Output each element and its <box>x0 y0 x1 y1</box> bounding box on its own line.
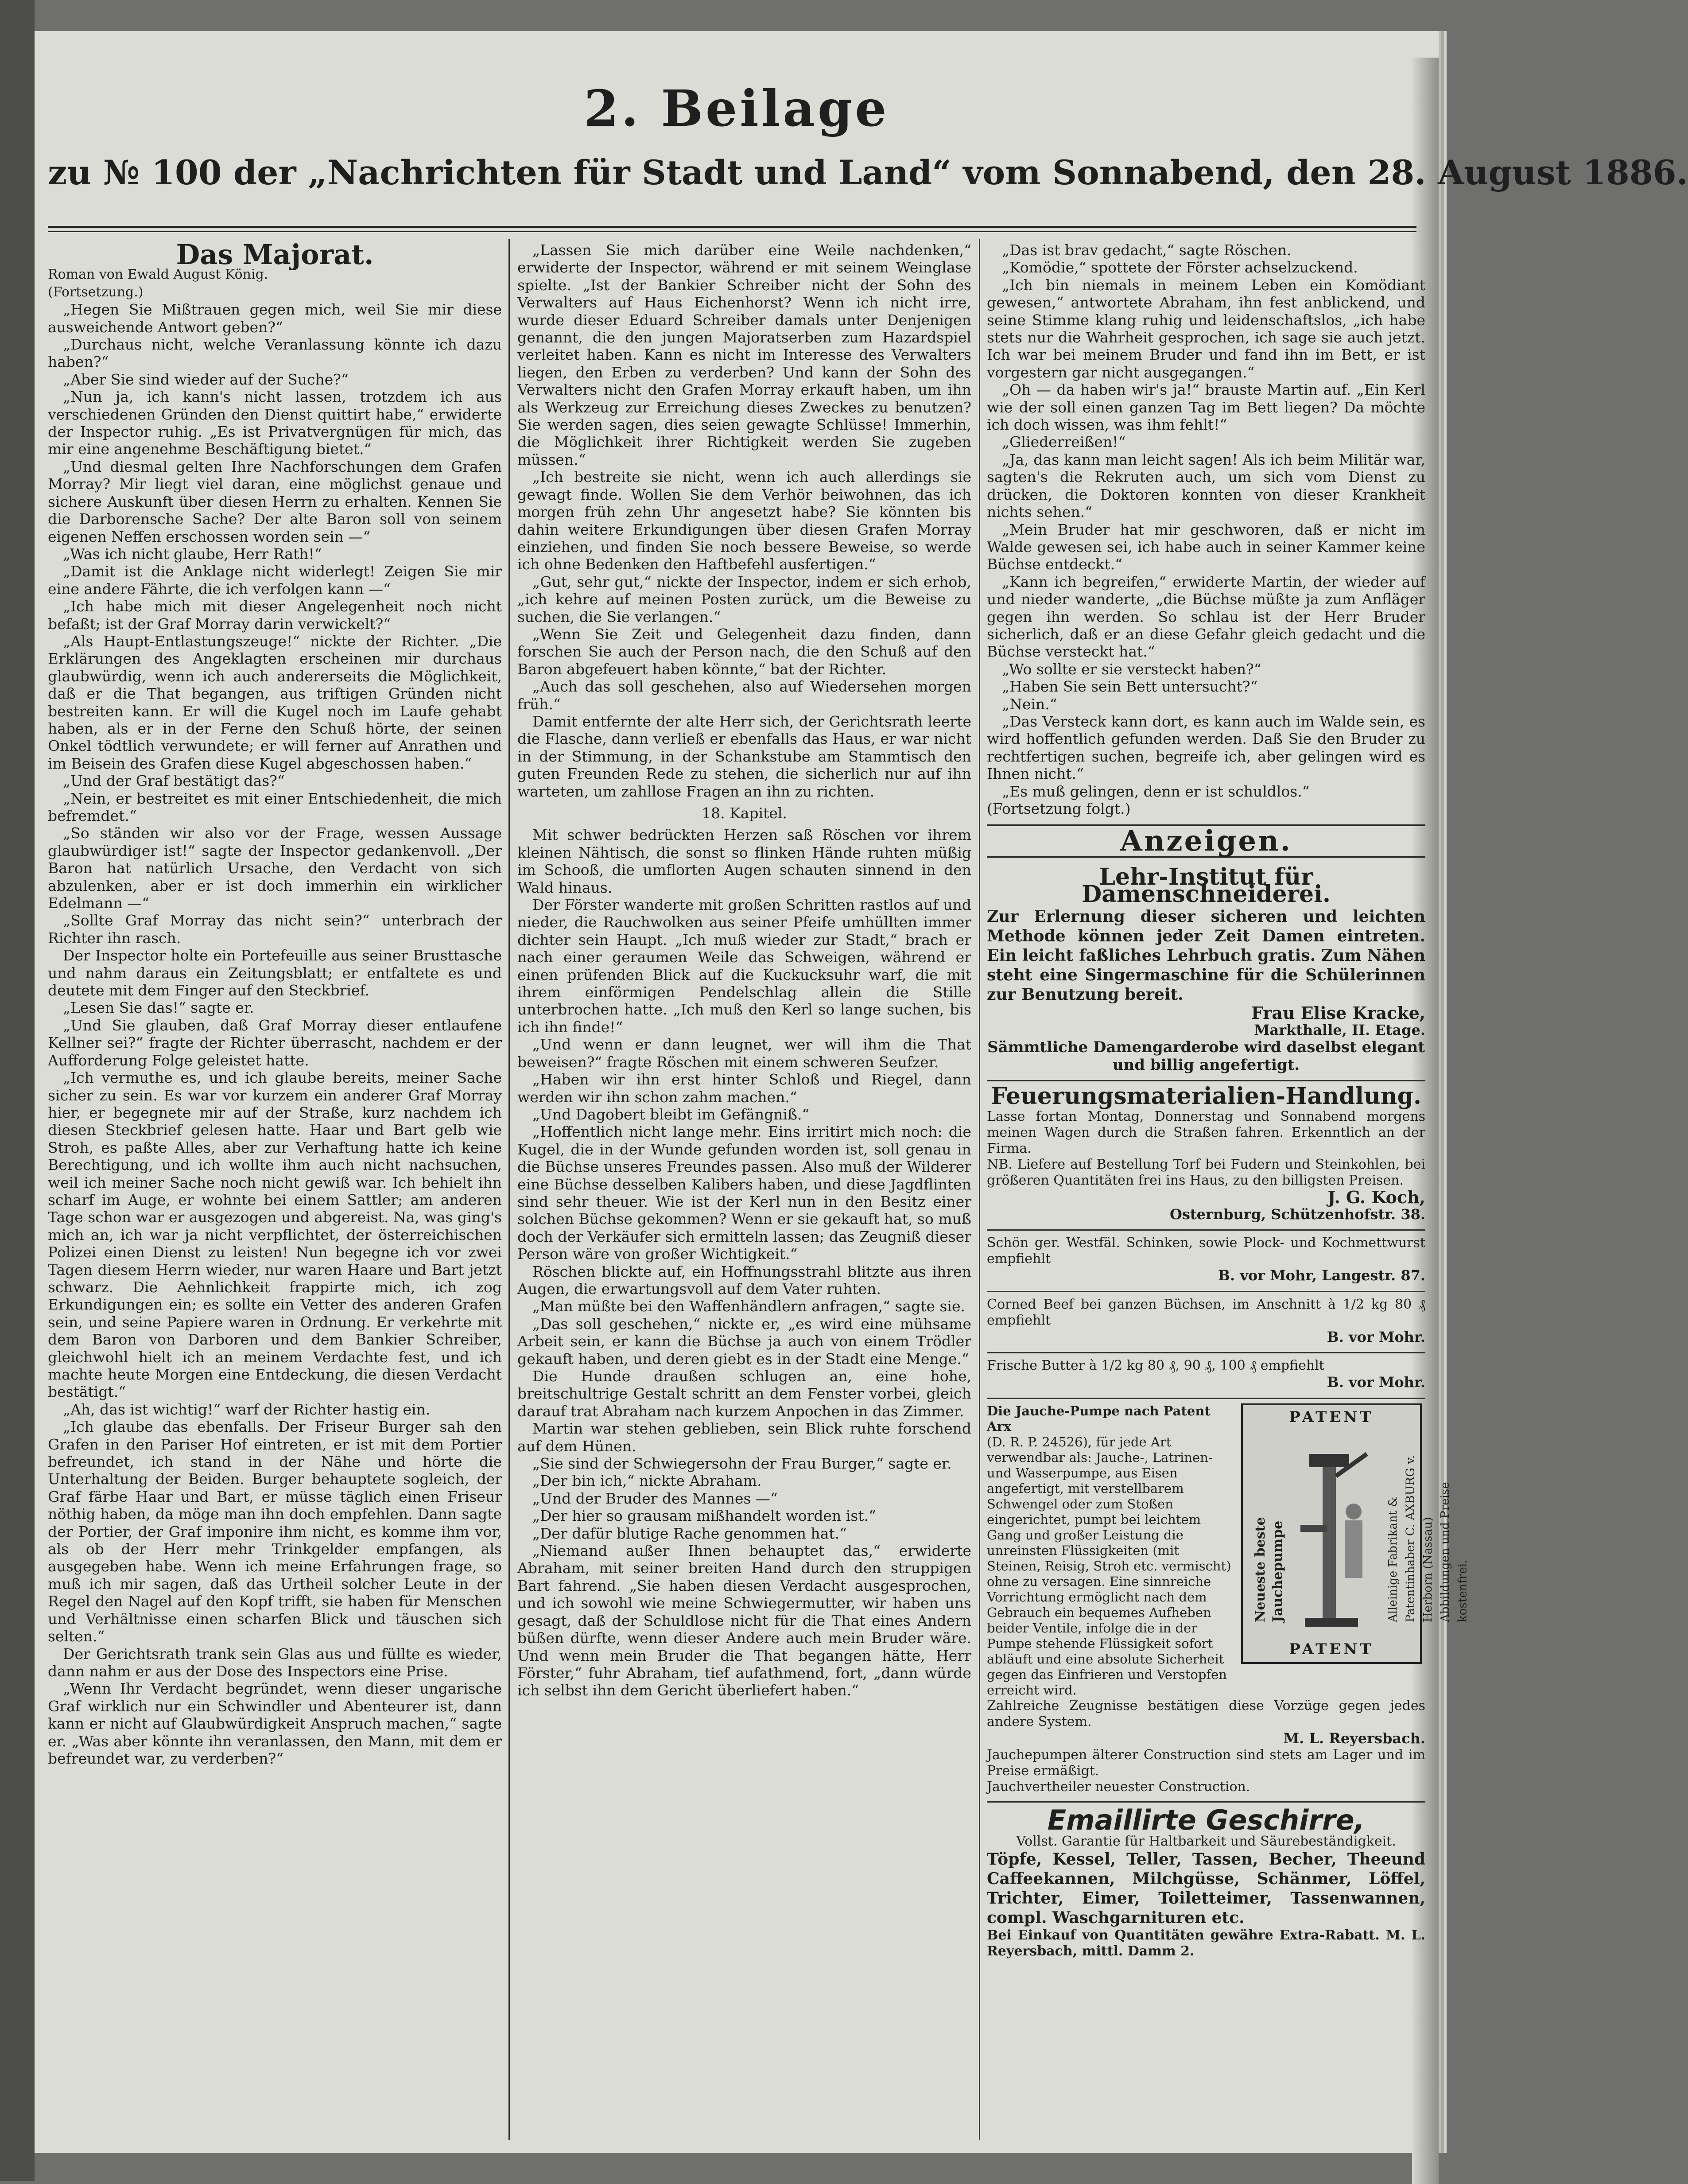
paragraph: Damit entfernte der alte Herr sich, der Gerichtsrath leerte die Flasche, dann verließ er ebenfalls das Haus, er war nicht in der Stimmung, in der Schankstube am Stammtisch den guten Freunden Rede zu stehen, die sicherlich nur auf ihn warteten, um zahllose Fragen an ihn zu richten. <box>517 712 971 800</box>
masthead-subtitle: zu № 100 der „Nachrichten für Stadt und Land“ vom Sonnabend, den 28. August 1886. <box>48 153 1688 192</box>
ad-signature: J. G. Koch, <box>1327 1187 1425 1207</box>
chapter-heading: 18. Kapitel. <box>702 804 787 822</box>
paragraph: „Es muß gelingen, denn er ist schuldlos.“ <box>1002 782 1310 800</box>
paragraph: „Niemand außer Ihnen behauptet das,“ erwiderte Abraham, mit seiner breiten Hand durch den struppigen Bart fahrend. „Sie haben diesen Verdacht ausgesprochen, und ich sowohl wie meine Schwiegermutter, wir haben uns gesagt, daß der Schuldlose nicht für die That eines Andern büßen dürfte, wenn dieser Andere auch mein Bruder wäre. Und wenn mein Bruder die That begangen hätte, Herr Förster,“ fuhr Abraham, tief aufathmend, fort, „dann würde ich selbst ihn dem Gericht überliefert haben.“ <box>517 1542 971 1699</box>
ad-footer: Sämmtliche Damengarderobe wird daselbst elegant und billig angefertigt. <box>987 1038 1425 1074</box>
paragraph: „Wenn Sie Zeit und Gelegenheit dazu finden, dann forschen Sie auch der Person nach, die den Schuß auf den Baron abgefeuert haben könnte,“ bat der Richter. <box>517 625 971 678</box>
paragraph: „Der dafür blutige Rache genommen hat.“ <box>532 1524 847 1542</box>
paragraph: „Kann ich begreifen,“ erwiderte Martin, der wieder auf und nieder wanderte, „die Büchse müßte ja zum Anfläger gegen ihn werden. So schlau ist der Herr Bruder sicherlich, daß er an diese Gefahr gleich gedacht und die Büchse versteckt hat.“ <box>987 573 1425 661</box>
book-binding <box>0 0 35 2181</box>
newspaper-page <box>35 31 1688 2153</box>
pump-maker-label: Alleinige Fabrikant & Patentinhaber C. AXBURG v. Herborn (Nassau) Abbildungen und Preise kostenfrei. <box>1386 1455 1470 1622</box>
paragraph: „Ah, das ist wichtig!“ warf der Richter hastig ein. <box>63 1400 431 1418</box>
paragraph: „Nein.“ <box>1002 695 1057 713</box>
paragraph: „Damit ist die Anklage nicht widerlegt! Zeigen Sie mir eine andere Fährte, die ich verfolgen kann —“ <box>48 563 502 598</box>
paragraph: Mit schwer bedrückten Herzen saß Röschen vor ihrem kleinen Nähtisch, die sonst so flinken Hände ruhten müßig im Schooß, die umflorten Augen schauten sinnend in den Wald hinaus. <box>517 826 971 896</box>
paragraph: „Und wenn er dann leugnet, wer will ihm die That beweisen?“ fragte Röschen mit einem schweren Seufzer. <box>517 1036 971 1071</box>
paragraph: „So ständen wir also vor der Frage, wessen Aussage glaubwürdiger ist!“ sagte der Inspector gedankenvoll. „Der Baron hat natürlich Ursache, den Verdacht von sich abzulenken, aber er ist doch immerhin ein wirklicher Edelmann —“ <box>48 824 502 912</box>
ad-body: (D. R. P. 24526), für jede Art verwendbar als: Jauche-, Latrinen- und Wasserpumpe, aus Eisen angefertigt, mit verstellbarem Schwengel oder zum Stoßen eingerichtet, pumpt bei leichtem Gang und großer Leistung die unreinsten Flüssigkeiten (mit Steinen, Reisig, Stroh etc. vermischt) ohne zu versagen. Eine sinnreiche Vorrichtung ermöglicht nach dem Gebrauch ein bequemes Aufheben beider Ventile, infolge die in der Pumpe stehende Flüssigkeit sofort abläuft und eine absolute Sicherheit gegen das Einfrieren und Verstopfen erreicht wird. <box>987 1434 1231 1698</box>
ad-dressmaking-institute <box>987 862 1425 1081</box>
paragraph: Röschen blickte auf, ein Hoffnungsstrahl blitzte aus ihren Augen, die erwartungsvoll auf dem Vater ruhten. <box>517 1263 971 1298</box>
paragraph: „Auch das soll geschehen, also auf Wiedersehen morgen früh.“ <box>517 678 971 713</box>
ad-footer: Bei Einkauf von Quantitäten gewähre Extra-Rabatt. M. L. Reyersbach, mittl. Damm 2. <box>987 1927 1425 1959</box>
paragraph: „Haben Sie sein Bett untersucht?“ <box>1002 678 1258 696</box>
continuation-note: (Fortsetzung.) <box>48 284 144 300</box>
ad-body: Lasse fortan Montag, Donnerstag und Sonnabend morgens meinen Wagen durch die Straßen fahren. Erkenntlich an der Firma. <box>987 1108 1425 1156</box>
paragraph: „Oh — da haben wir's ja!“ brauste Martin auf. „Ein Kerl wie der soll einen ganzen Tag im Bett liegen? Da möchte ich doch wissen, was ihm fehlt!“ <box>987 381 1425 434</box>
pump-illustration <box>1241 1403 1470 1664</box>
paragraph: „Und Sie glauben, daß Graf Morray dieser entlaufene Kellner sei?“ fragte der Richter überrascht, nachdem er der Aufforderung Folge geleistet hatte. <box>48 1016 502 1069</box>
ad-body: Corned Beef bei ganzen Büchsen, im Anschnitt à 1/2 kg 80 ₰ empfiehlt <box>987 1296 1425 1328</box>
paragraph: „Und Dagobert bleibt im Gefängniß.“ <box>532 1105 810 1123</box>
paragraph: „Der bin ich,“ nickte Abraham. <box>532 1472 762 1490</box>
paragraph: Der Gerichtsrath trank sein Glas aus und füllte es wieder, dann nahm er aus der Dose des Inspectors eine Prise. <box>48 1645 502 1680</box>
to-be-continued: (Fortsetzung folgt.) <box>987 800 1131 817</box>
paragraph: „Sollte Graf Morray das nicht sein?“ unterbrach der Richter ihn rasch. <box>48 912 502 947</box>
paragraph: Der Förster wanderte mit großen Schritten rastlos auf und nieder, die Rauchwolken aus seiner Pfeife umhüllten immer dichter sein Haupt. „Ich muß wieder zur Stadt,“ brach er nach einer geraumen Weile das Schweigen, während er einen prüfenden Blick auf die Kuckucksuhr warf, die mit ihrem einförmigen Pendelschlag allein die Stille unterbrochen hatte. „Ich muß den Kerl so lange suchen, bis ich ihn finde!“ <box>517 896 971 1036</box>
paragraph: „Ja, das kann man leicht sagen! Als ich beim Militär war, sagten's die Rekruten auch, um sich vom Dienst zu drücken, die Doktoren konnten von dieser Krankheit nichts sehen.“ <box>987 451 1425 521</box>
ad-title: Feuerungsmaterialien-Handlung. <box>990 1083 1422 1110</box>
ad-title: Die Jauche-Pumpe nach Patent Arx <box>987 1403 1211 1434</box>
paragraph: „Durchaus nicht, welche Veranlassung könnte ich dazu haben?“ <box>48 336 502 371</box>
ad-footer: Zahlreiche Zeugnisse bestätigen diese Vorzüge gegen jedes andere System. <box>987 1698 1425 1729</box>
column-3 <box>987 241 1470 2146</box>
ad-fuel-dealer <box>987 1081 1425 1231</box>
column-2 <box>517 241 971 2146</box>
ad-body: Frische Butter à 1/2 kg 80 ₰, 90 ₰, 100 ₰ empfiehlt <box>987 1358 1324 1374</box>
ad-signature: B. vor Mohr. <box>1327 1328 1425 1345</box>
header-double-rule <box>48 226 1416 232</box>
ad-signature: B. vor Mohr, Langestr. 87. <box>1218 1267 1425 1284</box>
paragraph: „Ich vermuthe es, und ich glaube bereits, meiner Sache sicher zu sein. Es war vor kurzem ein anderer Graf Morray hier, er begegnete mir auf der Straße, kurz nachdem ich diesen Steckbrief gelesen hatte. Haar und Bart gelb wie Stroh, es paßte Alles, aber zur Verhaftung hatte ich keine Berechtigung, und ich wollte ihm auch nicht nachsuchen, weil ich meiner Sache noch nicht gewiß war. Ich behielt ihn scharf im Auge, er wohnte bei einem Sattler; am anderen Tage schon war er ausgezogen und abgereist. Na, was ging's mich an, ich war ja nicht verpflichtet, der österreichischen Polizei einen Dienst zu leisten! Nun begegne ich vor zwei Tagen diesem Herrn wieder, nur waren Haare und Bart jetzt schwarz. Die Aehnlichkeit frappirte mich, ich zog Erkundigungen ein; es sollte ein Vetter des anderen Grafen sein, und seine Papiere waren in Ordnung. Er verkehrte mit dem Baron von Darboren und dem Bankier Schreiber, gleichwohl hielt ich an meinem Verdachte fest, und ich machte heute Morgen eine Entdeckung, die diesen Verdacht bestätigt.“ <box>48 1069 502 1401</box>
paragraph: Der Inspector holte ein Portefeuille aus seiner Brusttasche und nahm daraus ein Zeitungsblatt; er entfaltete es und deutete mit dem Finger auf den Steckbrief. <box>48 947 502 999</box>
paragraph: „Haben wir ihn erst hinter Schloß und Riegel, dann werden wir ihn schon zahm machen.“ <box>517 1071 971 1106</box>
paragraph: „Das soll geschehen,“ nickte er, „es wird eine mühsame Arbeit sein, er kann die Büchse ja auch von einem Trödler gekauft haben, und deren giebt es in der Stadt eine Menge.“ <box>517 1315 971 1368</box>
ad-ham-sausage <box>987 1231 1425 1292</box>
pump-side-label: Neueste beste Jauchepumpe <box>1253 1517 1286 1622</box>
paragraph: „Lesen Sie das!“ sagte er. <box>63 999 254 1017</box>
story-title: Das Majorat. <box>176 238 374 271</box>
paragraph: „Hoffentlich nicht lange mehr. Eins irritirt mich noch: die Kugel, die in der Wunde gefunden worden ist, soll genau in die Büchse unseres Freundes passen. Also muß der Wilderer eine Büchse desselben Kalibers haben, und diese Jagdflinten sind sehr theuer. Wie ist der Kerl nun in den Besitz einer solchen Büchse gekommen? Wenn er sie gekauft hat, so muß doch der Verkäufer sich ermitteln lassen; das Zeugniß dieser Person wäre von großer Wichtigkeit.“ <box>517 1123 971 1263</box>
ads-heading: Anzeigen. <box>987 824 1425 857</box>
paragraph: „Und der Graf bestätigt das?“ <box>63 772 285 790</box>
ad-footer-2: Jauchepumpen älterer Construction sind stets am Lager und im Preise ermäßigt. <box>987 1747 1425 1779</box>
paragraph: „Lassen Sie mich darüber eine Weile nachdenken,“ erwiderte der Inspector, während er mit seinem Weinglase spielte. „Ist der Bankier Schreiber nicht der Sohn des Verwalters auf Haus Eichenhorst? Wenn ich nicht irre, wurde dieser Eduard Schreiber damals unter Denjenigen genannt, die den jungen Majoratserben zum Hazardspiel verleitet haben. Kann es nicht im Interesse des Verwalters liegen, den Erben zu verderben? Und kann der Sohn des Verwalters nicht den Grafen Morray erkauft haben, um ihn als Werkzeug zur Erreichung dieses Zweckes zu benutzen? Sie werden sagen, dies seien gewagte Schlüsse! Immerhin, die Möglichkeit ihrer Richtigkeit werden Sie zugeben müssen.“ <box>517 241 971 468</box>
ad-address: Osternburg, Schützenhofstr. 38. <box>1169 1206 1425 1223</box>
paragraph: „Wenn Ihr Verdacht begründet, wenn dieser ungarische Graf wirklich nur ein Schwindler und Abenteurer ist, dann kann er nicht auf Glaubwürdigkeit Anspruch machen,“ sagte er. „Was aber könnte ihn veranlassen, den Mann, mit dem er befreundet war, zu verderben?“ <box>48 1680 502 1767</box>
paragraph: „Komödie,“ spottete der Förster achselzuckend. <box>1002 259 1358 276</box>
ad-address: Markthalle, II. Etage. <box>1254 1022 1425 1039</box>
paragraph: „Gliederreißen!“ <box>1002 433 1126 451</box>
paragraph: „Aber Sie sind wieder auf der Suche?“ <box>63 370 349 388</box>
paragraph: „Ich habe mich mit dieser Angelegenheit noch nicht befaßt; ist der Graf Morray darin verwickelt?“ <box>48 598 502 633</box>
ad-body: Zur Erlernung dieser sicheren und leichten Methode können jeder Zeit Damen eintreten. Ein leicht faßliches Lehrbuch gratis. Zum Nähen steht eine Singermaschine für die Schülerinnen zur Benutzung bereit. <box>987 907 1425 1004</box>
paragraph: „Nein, er bestreitet es mit einer Entschiedenheit, die mich befremdet.“ <box>48 789 502 824</box>
story-byline: Roman von Ewald August König. <box>48 267 268 283</box>
column-1 <box>48 238 502 2146</box>
patent-label-top: PATENT <box>1289 1408 1374 1426</box>
paragraph: „Als Haupt-Entlastungszeuge!“ nickte der Richter. „Die Erklärungen des Angeklagten erscheinen mir durchaus glaubwürdig, wenn ich auch andererseits die Möglichkeit, daß er die That begangen, aus triftigen Gründen nicht bestreiten kann. Er will die Kugel noch im Laufe gehabt haben, als er in der Ferne den Schuß hörte, der seinen Onkel tödtlich verwundete; er will ferner auf Anrathen und im Beisein des Grafen diese Kugel abgeschossen haben.“ <box>48 632 502 772</box>
paragraph: Die Hunde draußen schlugen an, eine hohe, breitschultrige Gestalt schritt an dem Fenster vorbei, gleich darauf trat Abraham nach kurzem Anpochen in das Zimmer. <box>517 1368 971 1420</box>
paragraph: „Und der Bruder des Mannes —“ <box>532 1489 778 1507</box>
ad-title: Emaillirte Geschirre, <box>1047 1804 1365 1837</box>
ad-body: Schön ger. Westfäl. Schinken, sowie Plock- und Kochmettwurst empfiehlt <box>987 1235 1425 1267</box>
paragraph: „Ich bin niemals in meinem Leben ein Komödiant gewesen,“ antwortete Abraham, ihn fest anblickend, und seine Stimme klang ruhig und leidenschaftslos, „ich habe stets nur die Wahrheit gesprochen, ich sage sie auch jetzt. Ich war bei meinem Bruder und fand ihn im Bett, er ist vorgestern gar nicht ausgegangen.“ <box>987 276 1425 381</box>
ad-butter <box>987 1353 1425 1399</box>
column-divider-1 <box>508 239 510 2140</box>
paragraph: „Sie sind der Schwiegersohn der Frau Burger,“ sagte er. <box>532 1455 952 1473</box>
ad-enamel-ware <box>987 1803 1425 1965</box>
ad-body: Töpfe, Kessel, Teller, Tassen, Becher, Theeund Caffeekannen, Milchgüsse, Schänmer, Löffel, Trichter, Eimer, Toiletteimer, Tassenwannen, compl. Waschgarnituren etc. <box>987 1850 1425 1927</box>
paragraph: „Wo sollte er sie versteckt haben?“ <box>1002 660 1261 678</box>
paragraph: „Ich glaube das ebenfalls. Der Friseur Burger sah den Grafen in den Pariser Hof eintreten, er ist mit dem Portier befreundet, ich stand in der Nähe und hörte die Unterhaltung der Beiden. Burger behauptete sogleich, der Graf färbe Haar und Bart, er müsse täglich einen Friseur nöthig haben, da möge man ihn doch empfehlen. Dann sagte der Portier, der Graf imponire ihm nicht, es komme ihm vor, als ob der Herr mehr Trinkgelder empfangen, als ausgegeben habe. Wenn ich meine Erfahrungen frage, so muß ich mir sagen, daß das Urtheil solcher Leute in der Regel den Nagel auf den Kopf trifft, sie haben für Menschen und Verhältnisse einen scharfen Blick und täuschen sich selten.“ <box>48 1418 502 1645</box>
column-divider-2 <box>979 239 980 2140</box>
ad-title: Lehr-Institut für Damenschneiderei. <box>1082 863 1331 908</box>
paragraph: „Hegen Sie Mißtrauen gegen mich, weil Sie mir diese ausweichende Antwort geben?“ <box>48 301 502 336</box>
paragraph: „Nun ja, ich kann's nicht lassen, trotzdem ich aus verschiedenen Gründen den Dienst quittirt habe,“ erwiderte der Inspector ruhig. „Es ist Privatvergnügen für mich, das mir eine angenehme Beschäftigung bietet.“ <box>48 388 502 458</box>
paragraph: „Gut, sehr gut,“ nickte der Inspector, indem er sich erhob, „ich kehre auf meinen Posten zurück, um die Beweise zu suchen, die Sie verlangen.“ <box>517 573 971 626</box>
paragraph: „Man müßte bei den Waffenhändlern anfragen,“ sagte sie. <box>532 1298 965 1315</box>
paragraph: „Ich bestreite sie nicht, wenn ich auch allerdings sie gewagt finde. Wollen Sie dem Verhör beiwohnen, das ich morgen früh zehn Uhr angesetzt habe? Sie könnten bis dahin weitere Erkundigungen über diesen Grafen Morray einziehen, und finden Sie noch bessere Beweise, so werde ich ohne Bedenken den Haftbefehl ausfertigen.“ <box>517 468 971 573</box>
paragraph: „Das Versteck kann dort, es kann auch im Walde sein, es wird hoffentlich gefunden werden. Daß Sie den Bruder zu rechtfertigen suchen, begreife ich, aber gelingen wird es Ihnen nicht.“ <box>987 712 1425 783</box>
pump-drawing-icon <box>1292 1436 1371 1631</box>
ad-signature: Frau Elise Kracke, <box>1251 1003 1425 1023</box>
paragraph: „Der hier so grausam mißhandelt worden ist.“ <box>532 1507 876 1525</box>
ad-note: NB. Liefere auf Bestellung Torf bei Fudern und Steinkohlen, bei größeren Quantitäten frei ins Haus, zu den billigsten Preisen. <box>987 1156 1425 1188</box>
ad-corned-beef <box>987 1292 1425 1353</box>
paragraph: „Das ist brav gedacht,“ sagte Röschen. <box>1002 241 1292 259</box>
paragraph: „Mein Bruder hat mir geschworen, daß er nicht im Walde gewesen sei, ich habe auch in seiner Kammer keine Büchse entdeckt.“ <box>987 521 1425 573</box>
ad-jauche-pumpe <box>987 1399 1470 1803</box>
paragraph: „Und diesmal gelten Ihre Nachforschungen dem Grafen Morray? Mir liegt viel daran, eine möglichst genaue und sichere Auskunft über diesen Herrn zu erhalten. Kennen Sie die Darborensche Sache? Der alte Baron soll von seinem eigenen Neffen erschossen worden sein —“ <box>48 458 502 545</box>
ad-footer-3: Jauchvertheiler neuester Construction. <box>987 1779 1250 1795</box>
ad-signature: M. L. Reyersbach. <box>1283 1729 1425 1747</box>
ad-subtitle: Vollst. Garantie für Haltbarkeit und Säurebeständigkeit. <box>1016 1833 1396 1849</box>
supplement-title: 2. Beilage <box>584 80 889 138</box>
ad-signature: B. vor Mohr. <box>1327 1374 1425 1391</box>
paragraph: Martin war stehen geblieben, sein Blick ruhte forschend auf dem Hünen. <box>517 1420 971 1455</box>
patent-label-bottom: PATENT <box>1289 1640 1374 1659</box>
paragraph: „Was ich nicht glaube, Herr Rath!“ <box>63 545 322 563</box>
